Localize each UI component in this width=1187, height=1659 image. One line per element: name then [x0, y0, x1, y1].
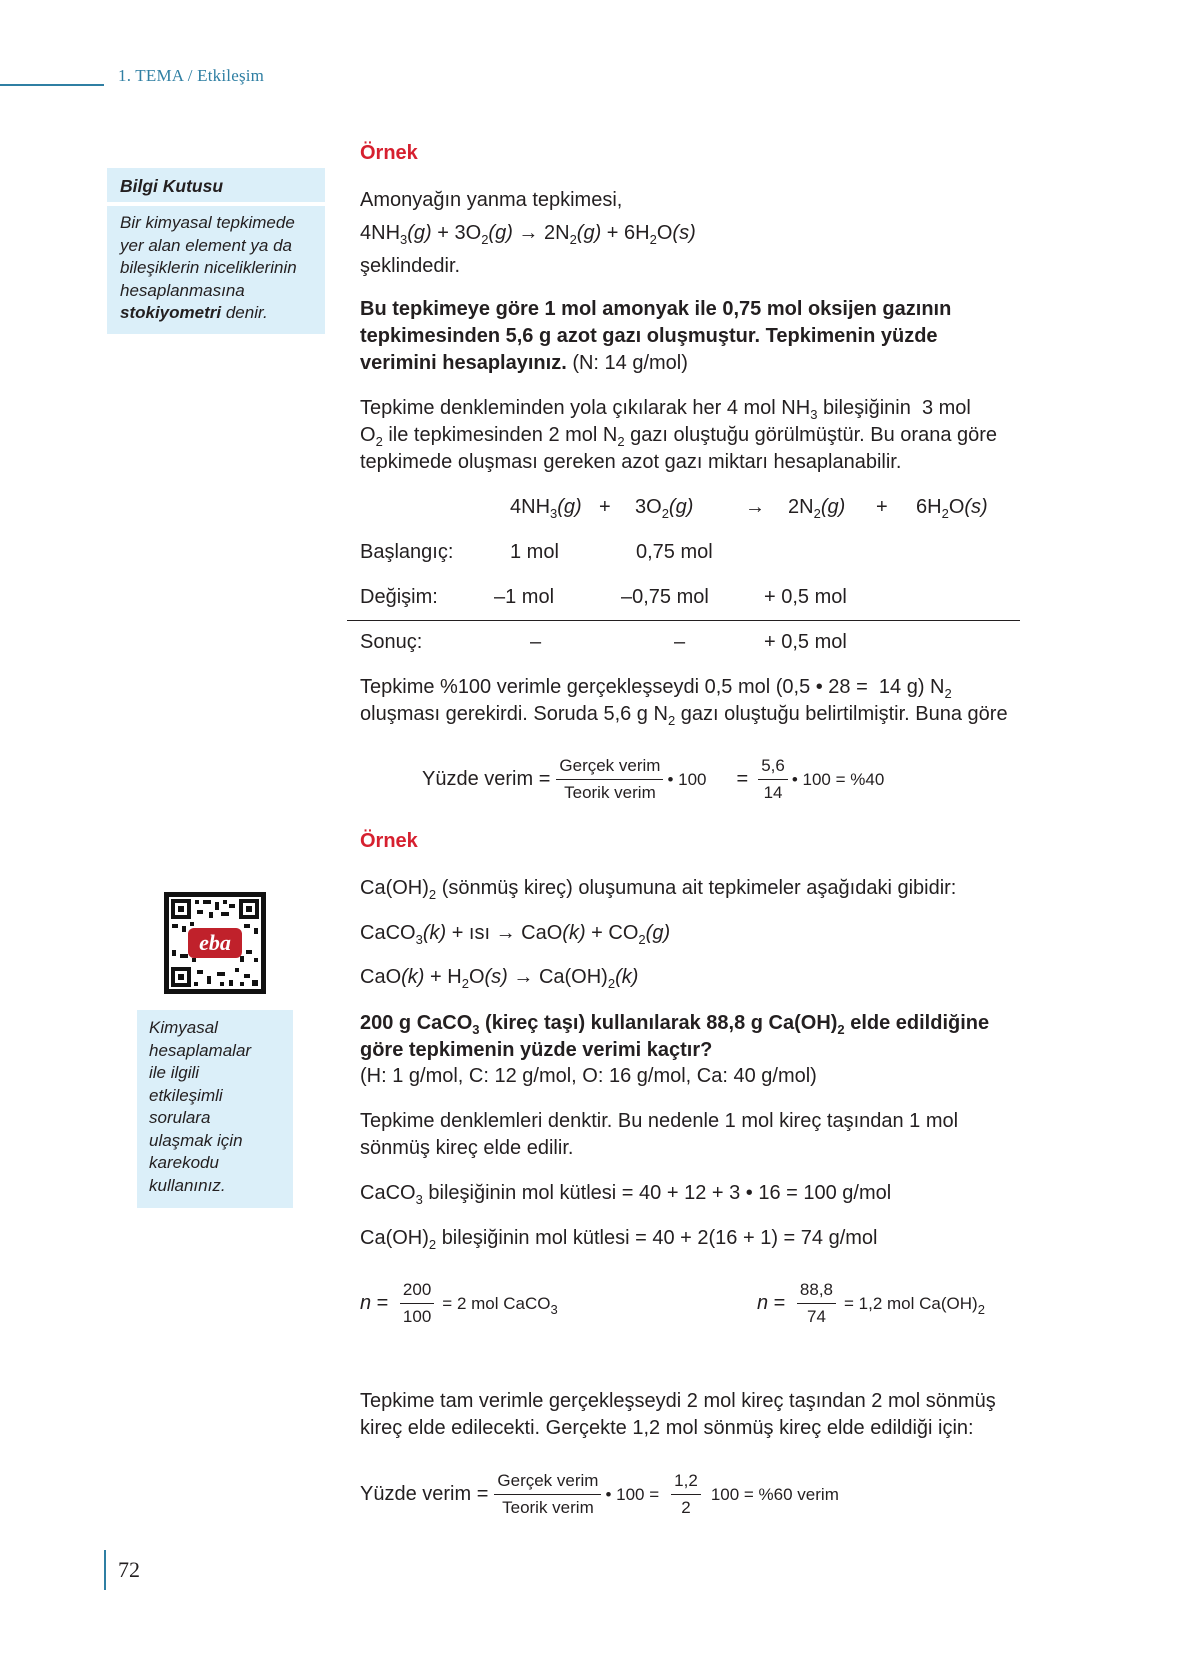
- yield-numerator: Gerçek verim: [494, 1471, 601, 1495]
- example2-explanation-line: Tepkime denklemleri denktir. Bu nedenle 1 mol kireç taşından 1 mol: [360, 1110, 959, 1132]
- example1-explanation-line: Tepkime denkleminden yola çıkılarak her 4 mol $NH_3$ bileşiğinin 3 mol: [360, 397, 971, 422]
- yield-denominator: Teorik verim: [564, 783, 656, 802]
- example2-question-line: göre tepkimenin yüzde verimi kaçtır?: [360, 1039, 713, 1061]
- page-number: 72: [118, 1557, 140, 1582]
- molar-mass-caoh2: $Ca(OH)_2$ bileşiğinin mol kütlesi = 40 + 2(16 + 1) = 74 g/mol: [360, 1227, 878, 1252]
- qr-caption-line: ile ilgili: [149, 1063, 200, 1082]
- yield-fraction: [494, 1471, 601, 1518]
- table-species-n2: $2N_2(g)$: [788, 496, 846, 521]
- chapter-header: 1. TEMA / Etkileşim: [118, 66, 265, 85]
- table-row-start-label: Başlangıç:: [360, 541, 454, 563]
- info-box-term: stokiyometri: [120, 303, 222, 322]
- example1-question-line: verimini hesaplayınız.: [360, 352, 567, 374]
- table-change-o2: –0,75 mol: [621, 586, 709, 608]
- yield-value-denominator: 14: [763, 783, 783, 802]
- table-divider: [347, 620, 1020, 621]
- table-species-o2: $3O_2(g)$: [635, 496, 694, 521]
- example2-question-line: 200 g CaCO$_3$ (kireç taşı) kullanılarak 88,8 g $Ca(OH)_2$ elde edildiğine: [360, 1012, 990, 1037]
- info-box-line: yer alan element ya da: [120, 235, 292, 255]
- yield-multiplier: • 100 =: [605, 1484, 660, 1504]
- mole-calc-fraction: [400, 1280, 434, 1327]
- yield-value-numerator: 5,6: [758, 756, 788, 780]
- example1-explanation-line: tepkimede oluşması gereken azot gazı miktarı hesaplanabilir.: [360, 451, 902, 473]
- table-result-o2: –: [674, 631, 686, 653]
- qr-caption-line: Kimyasal: [149, 1018, 218, 1037]
- table-row-change-label: Değişim:: [360, 586, 438, 608]
- example1-explanation-line: $O_2$ ile tepkimesinden 2 mol $N_2$ gazı oluştuğu görülmüştür. Bu orana göre: [360, 424, 998, 449]
- example1-theory-line: Tepkime %100 verimle gerçekleşseydi 0,5 mol (0,5 • 28 = 14 g) $N_2$: [360, 676, 952, 701]
- molar-mass-caoh2-tail: bileşiğinin mol kütlesi = 40 + 2(16 + 1) = 74 g/mol: [441, 1227, 878, 1249]
- molar-mass-caco3-tail: bileşiğinin mol kütlesi = 40 + 12 + 3 • 16 = 100 g/mol: [428, 1182, 892, 1204]
- table-change-nh3: –1 mol: [494, 586, 555, 608]
- info-box-title: Bilgi Kutusu: [107, 168, 325, 202]
- mole-calc-result: = 2 mol CaCO$_3$: [442, 1294, 558, 1317]
- example-heading: Örnek: [360, 830, 418, 852]
- page-number-rule: [104, 1550, 106, 1590]
- table-result-n2: + 0,5 mol: [764, 631, 847, 653]
- qr-code[interactable]: [164, 892, 266, 994]
- table-plus: +: [876, 496, 888, 518]
- info-box-line: Bir kimyasal tepkimede: [120, 213, 295, 232]
- qr-caption-line: sorulara: [149, 1108, 211, 1127]
- mole-calc-numerator: 200: [400, 1280, 434, 1304]
- table-species-nh3: $4NH_3(g)$: [510, 496, 582, 521]
- yield-value-fraction: [671, 1471, 701, 1518]
- yield-denominator: Teorik verim: [502, 1498, 594, 1517]
- qr-logo-label: eba: [199, 930, 231, 955]
- table-start-o2: 0,75 mol: [636, 541, 713, 563]
- example1-theory-line: oluşması gerekirdi. Soruda 5,6 g $N_2$ gazı oluştuğu belirtilmiştir. Buna göre: [360, 703, 1008, 728]
- table-row-result-label: Sonuç:: [360, 631, 423, 653]
- table-arrow: →: [745, 496, 765, 518]
- example2-conclusion-line: Tepkime tam verimle gerçekleşseydi 2 mol kireç taşından 2 mol sönmüş: [360, 1390, 996, 1412]
- yield-fraction: [556, 756, 663, 803]
- info-box-tail: denir.: [225, 303, 268, 322]
- info-box-line: bileşiklerin niceliklerinin: [120, 258, 297, 277]
- qr-caption-line: etkileşimli: [149, 1085, 223, 1105]
- example1-question-last: [360, 350, 688, 377]
- qr-caption-line: ulaşmak için: [149, 1130, 243, 1150]
- qr-caption-line: hesaplamalar: [149, 1040, 252, 1060]
- yield-result: 100 = %60 verim: [710, 1484, 839, 1504]
- yield-label: Yüzde verim =: [422, 768, 551, 790]
- yield-equals: =: [736, 768, 749, 790]
- yield-numerator: Gerçek verim: [556, 756, 663, 780]
- mole-calc-denominator: 74: [807, 1307, 826, 1326]
- mole-calc-result: = 1,2 mol $Ca(OH)_2$: [844, 1294, 985, 1317]
- table-change-n2: + 0,5 mol: [764, 586, 847, 608]
- reaction-ammonia-combustion: $4NH_3(g) + 3O_2(g) \to 2N_2(g) + 6H_2O(s)$: [360, 222, 696, 247]
- qr-code-icon: [164, 892, 266, 994]
- mole-calc-caoh2: n = $\frac{88,8}{74}$ = 1,2 mol $Ca(OH)_2$: [757, 1280, 985, 1326]
- reaction-caco3-decomposition: CaCO$_3$(k) + ısı → $CaO(k) + CO_2(g)$: [360, 922, 671, 947]
- qr-caption-line: karekodu: [149, 1153, 219, 1172]
- qr-caption-box: [137, 1010, 293, 1208]
- qr-caption-line: kullanınız.: [149, 1175, 226, 1195]
- reaction-cao-hydration: $CaO(k) + H_2O(s) \to Ca(OH)_2(k)$: [360, 966, 639, 991]
- yield-value-denominator: 2: [681, 1498, 691, 1517]
- info-box-body: [107, 206, 325, 334]
- molar-mass-caco3: CaCO$_3$ bileşiğinin mol kütlesi = 40 + 12 + 3 • 16 = 100 g/mol: [360, 1182, 892, 1207]
- example2-intro-tail: (sönmüş kireç) oluşumuna ait tepkimeler aşağıdaki gibidir:: [441, 877, 957, 899]
- example2-conclusion-line: kireç elde edilecekti. Gerçekte 1,2 mol sönmüş kireç elde edildiği için:: [360, 1417, 974, 1439]
- table-start-nh3: 1 mol: [510, 541, 559, 563]
- example1-question-line: tepkimesinden 5,6 g azot gazı oluşmuştur. Tepkimenin yüzde: [360, 325, 938, 347]
- example1-question-tail: (N: 14 g/mol): [572, 352, 688, 374]
- mole-calc-fraction: [797, 1280, 836, 1327]
- example1-question-line: Bu tepkimeye göre 1 mol amonyak ile 0,75 mol oksijen gazının: [360, 298, 952, 320]
- header-rule: [0, 84, 104, 86]
- yield-label: Yüzde verim =: [360, 1483, 489, 1505]
- info-box-line: hesaplanmasına: [120, 280, 245, 300]
- example2-explanation-line: sönmüş kireç elde edilir.: [360, 1137, 574, 1159]
- mole-calc-numerator: 88,8: [797, 1280, 836, 1304]
- yield-value-fraction: [758, 756, 788, 803]
- yield-formula-2: [360, 1471, 839, 1518]
- table-result-nh3: –: [530, 631, 542, 653]
- yield-formula-1: [422, 756, 884, 803]
- example1-shape-line: şeklindedir.: [360, 255, 461, 277]
- example2-intro: $Ca(OH)_2$ (sönmüş kireç) oluşumuna ait tepkimeler aşağıdaki gibidir:: [360, 877, 957, 902]
- yield-multiplier: • 100: [667, 769, 707, 789]
- mole-calc-caco3: n = $\frac{200}{100}$ = 2 mol CaCO$_3$: [360, 1280, 558, 1326]
- example-heading: Örnek: [360, 142, 418, 164]
- table-species-h2o: $6H_2O(s)$: [916, 496, 988, 521]
- mole-calc-denominator: 100: [402, 1307, 432, 1326]
- yield-value-numerator: 1,2: [671, 1471, 701, 1495]
- example2-molar-masses: (H: 1 g/mol, C: 12 g/mol, O: 16 g/mol, Ca: 40 g/mol): [360, 1065, 817, 1087]
- example1-intro: Amonyağın yanma tepkimesi,: [360, 189, 623, 211]
- yield-result: • 100 = %40: [791, 769, 885, 789]
- table-plus: +: [599, 496, 611, 518]
